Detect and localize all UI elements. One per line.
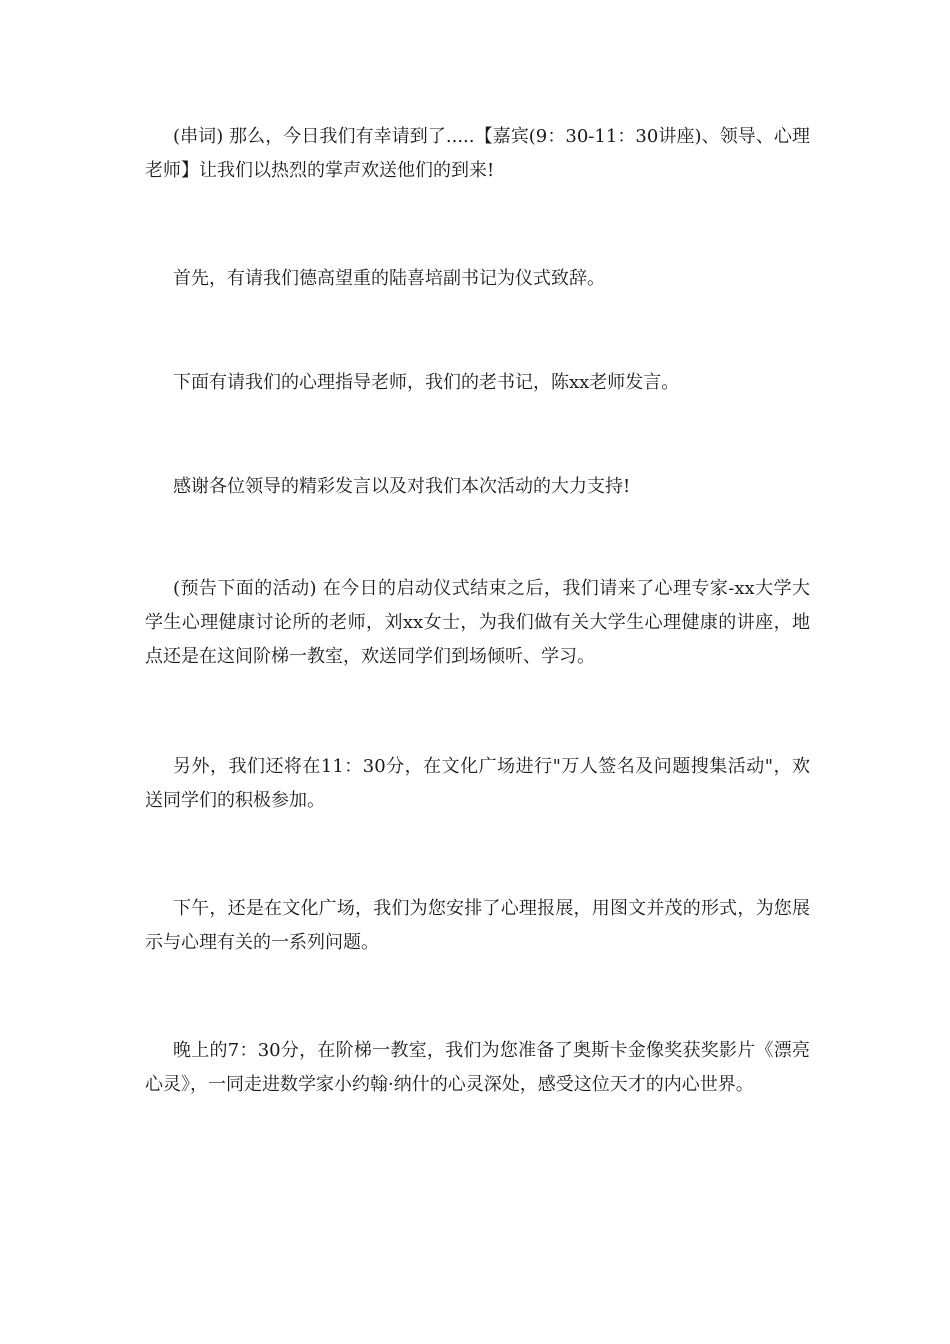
paragraph-thanks: 感谢各位领导的精彩发言以及对我们本次活动的大力支持! xyxy=(173,476,631,497)
paragraph-afternoon-exhibition: 下午，还是在文化广场，我们为您安排了心理报展，用图文并茂的形式，为您展示与心理有关的一系列问题。 xyxy=(145,898,810,953)
paragraph-teacher-speech: 下面有请我们的心理指导老师，我们的老书记，陈xx老师发言。 xyxy=(173,372,680,393)
paragraph-signature-activity: 另外，我们还将在11：30分，在文化广场进行"万人签名及问题搜集活动"，欢送同学们的积极参加。 xyxy=(145,756,810,811)
paragraph-lecture-preview: (预告下面的活动) 在今日的启动仪式结束之后，我们请来了心理专家-xx大学大学生心理健康讨论所的老师，刘xx女士，为我们做有关大学生心理健康的讲座，地点还是在这间阶梯一教室，欢送同学们到场倾听、学习。 xyxy=(145,578,810,667)
paragraph-opening-speech: 首先，有请我们德高望重的陆喜培副书记为仪式致辞。 xyxy=(173,268,605,289)
paragraph-evening-movie: 晚上的7：30分，在阶梯一教室，我们为您准备了奥斯卡金像奖获奖影片《漂亮心灵》，一同走进数学家小约翰·纳什的心灵深处，感受这位天才的内心世界。 xyxy=(145,1040,810,1095)
paragraph-guests-intro: (串词) 那么，今日我们有幸请到了.....【嘉宾(9：30-11：30讲座)、领导、心理老师】让我们以热烈的掌声欢送他们的到来! xyxy=(145,126,810,181)
